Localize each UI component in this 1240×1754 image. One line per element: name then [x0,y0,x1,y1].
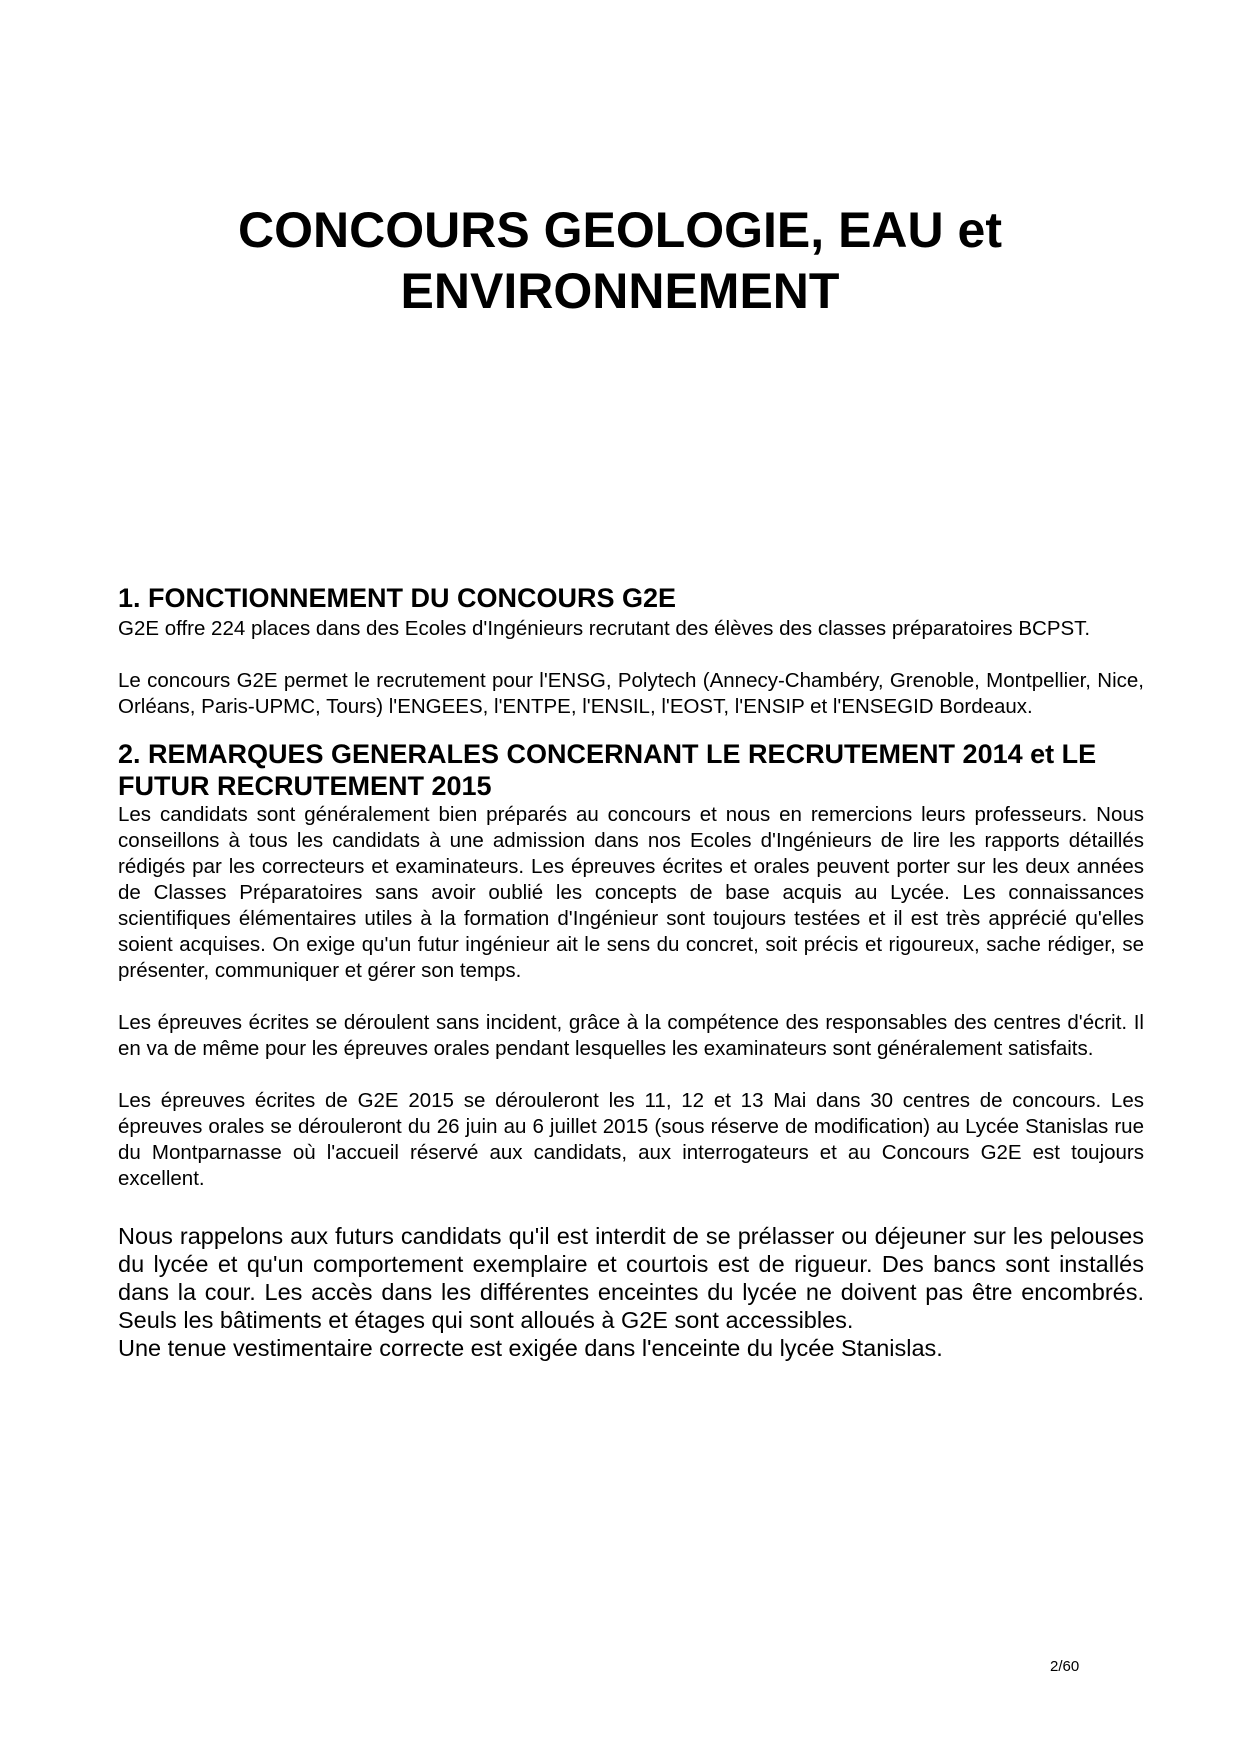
section-1-heading: 1. FONCTIONNEMENT DU CONCOURS G2E [118,583,677,613]
document-body [118,582,1144,1362]
section-2-heading: 2. REMARQUES GENERALES CONCERNANT LE RECRUTEMENT 2014 et LE FUTUR RECRUTEMENT 2015 [118,739,1097,801]
section-2-paragraph-5: Une tenue vestimentaire correcte est exigée dans l'enceinte du lycée Stanislas. [118,1335,943,1361]
title-line-2: ENVIRONNEMENT [400,263,840,319]
section-1-paragraph-1: G2E offre 224 places dans des Ecoles d'Ingénieurs recrutant des élèves des classes préparatoires BCPST. [118,617,1091,640]
section-1-paragraph-2: Le concours G2E permet le recrutement pour l'ENSG, Polytech (Annecy-Chambéry, Grenoble, Montpellier, Nice, Orléans, Paris-UPMC, Tours) l'ENGEES, l'ENTPE, l'ENSIL, l'EOST, l'ENSIP et l'ENSEGID Bordeaux. [118,669,1144,718]
section-2-paragraph-3: Les épreuves écrites de G2E 2015 se dérouleront les 11, 12 et 13 Mai dans 30 centres de concours. Les épreuves orales se dérouleront du 26 juin au 6 juillet 2015 (sous réserve de modification) au Lycée Stanislas rue du Montparnasse où l'accueil réservé aux candidats, aux interrogateurs et au Concours G2E est toujours excellent. [118,1089,1144,1190]
section-2-paragraph-4: Nous rappelons aux futurs candidats qu'il est interdit de se prélasser ou déjeuner sur les pelouses du lycée et qu'un comportement exemplaire et courtois est de rigueur. Des bancs sont installés dans la cour. Les accès dans les différentes enceintes du lycée ne doivent pas être encombrés. Seuls les bâtiments et étages qui sont alloués à G2E sont accessibles. [118,1223,1144,1333]
document-title [200,200,1040,322]
section-2-paragraph-2: Les épreuves écrites se déroulent sans incident, grâce à la compétence des responsables des centres d'écrit. Il en va de même pour les épreuves orales pendant lesquelles les examinateurs sont généralement satisfaits. [118,1011,1144,1060]
title-line-1: CONCOURS GEOLOGIE, EAU et [238,202,1002,258]
page-number: 2/60 [1050,1658,1080,1675]
section-2-paragraph-1: Les candidats sont généralement bien préparés au concours et nous en remercions leurs professeurs. Nous conseillons à tous les candidats à une admission dans nos Ecoles d'Ingénieurs de lire les rapports détaillés rédigés par les correcteurs et examinateurs. Les épreuves écrites et orales peuvent porter sur les deux années de Classes Préparatoires sans avoir oublié les concepts de base acquis au Lycée. Les connaissances scientifiques élémentaires utiles à la formation d'Ingénieur sont toujours testées et il est très apprécié qu'elles soient acquises. On exige qu'un futur ingénieur ait le sens du concret, soit précis et rigoureux, sache rédiger, se présenter, communiquer et gérer son temps. [118,803,1144,982]
